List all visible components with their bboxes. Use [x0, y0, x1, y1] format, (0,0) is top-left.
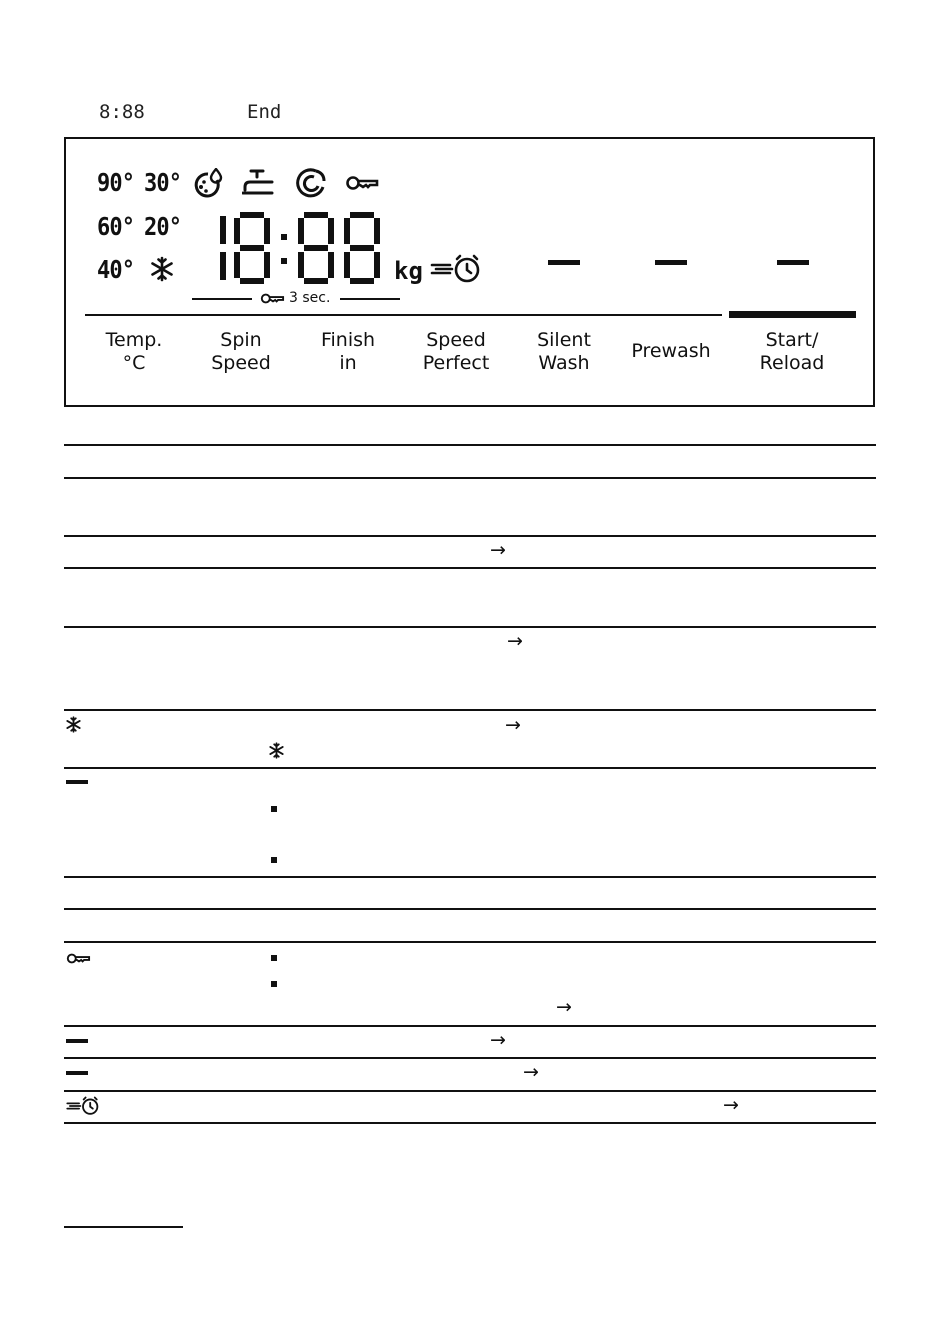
stains-icon — [192, 168, 224, 198]
button-row-divider — [85, 314, 722, 316]
dash-icon — [66, 1071, 88, 1075]
table-rule — [64, 908, 876, 910]
bullet — [271, 981, 277, 987]
start-reload-line1: Start/ — [765, 329, 819, 351]
start-reload-button[interactable] — [737, 329, 847, 375]
start-reload-line2: Reload — [759, 352, 825, 374]
spin-speed-line1: Spin — [220, 329, 262, 351]
arrow: → — [490, 539, 506, 561]
temp-button-line1: Temp. — [105, 329, 163, 351]
table-rule — [64, 477, 876, 479]
temp-60: 60° — [97, 212, 135, 241]
silent-wash-button[interactable] — [514, 329, 614, 375]
table-rule — [64, 567, 876, 569]
temp-button-line2: °C — [122, 352, 146, 374]
bullet — [271, 806, 277, 812]
arrow: → — [507, 630, 523, 652]
key-icon — [260, 292, 286, 305]
lock-hint-line-right — [340, 298, 400, 300]
arrow: → — [723, 1094, 739, 1116]
table-rule — [64, 1090, 876, 1092]
weight-unit: kg — [394, 257, 423, 285]
start-reload-bar — [729, 311, 856, 318]
speed-perfect-button[interactable] — [406, 329, 506, 375]
bullet — [271, 857, 277, 863]
silent-wash-indicator — [548, 260, 580, 265]
silent-wash-line1: Silent — [537, 329, 591, 351]
arrow: → — [556, 996, 572, 1018]
table-rule — [64, 876, 876, 878]
small-end-readout: End — [247, 101, 282, 123]
table-rule — [64, 1057, 876, 1059]
temp-30: 30° — [144, 168, 182, 197]
table-rule — [64, 626, 876, 628]
bullet — [271, 955, 277, 961]
temp-40: 40° — [97, 255, 135, 284]
spin-speed-button[interactable] — [191, 329, 291, 375]
table-rule — [64, 444, 876, 446]
prewash-button[interactable] — [616, 340, 726, 363]
start-reload-indicator — [777, 260, 809, 265]
dash-icon — [66, 1039, 88, 1043]
snowflake-icon — [268, 742, 285, 759]
key-icon — [66, 952, 92, 965]
spin-speed-line2: Speed — [211, 352, 271, 374]
table-rule — [64, 1122, 876, 1124]
main-time-display — [214, 210, 386, 288]
table-rule — [64, 767, 876, 769]
snowflake-icon — [65, 716, 82, 733]
table-rule — [64, 941, 876, 943]
snowflake-icon — [149, 256, 175, 282]
footnote-rule — [64, 1226, 183, 1228]
prewash-indicator — [655, 260, 687, 265]
finish-in-line1: Finish — [320, 329, 376, 351]
arrow: → — [490, 1029, 506, 1051]
speed-perfect-line1: Speed — [426, 329, 486, 351]
prewash-line1: Prewash — [631, 340, 711, 362]
small-time-readout: 8:88 — [99, 101, 145, 123]
arrow: → — [523, 1061, 539, 1083]
key-icon — [346, 174, 380, 192]
speed-clock-icon — [430, 254, 482, 284]
speed-clock-icon — [66, 1096, 100, 1116]
silent-wash-line2: Wash — [538, 352, 590, 374]
temp-button[interactable] — [84, 329, 184, 375]
temp-90: 90° — [97, 168, 135, 197]
dash-icon — [66, 780, 88, 784]
speed-perfect-line2: Perfect — [422, 352, 490, 374]
lock-hint-line-left — [192, 298, 252, 300]
lock-hint-text: 3 sec. — [289, 290, 331, 306]
table-rule — [64, 709, 876, 711]
rinse-icon — [294, 167, 328, 199]
table-rule — [64, 1025, 876, 1027]
temp-20: 20° — [144, 212, 182, 241]
finish-in-button[interactable] — [298, 329, 398, 375]
tap-icon — [242, 168, 274, 196]
finish-in-line2: in — [339, 352, 357, 374]
arrow: → — [505, 714, 521, 736]
table-rule — [64, 535, 876, 537]
